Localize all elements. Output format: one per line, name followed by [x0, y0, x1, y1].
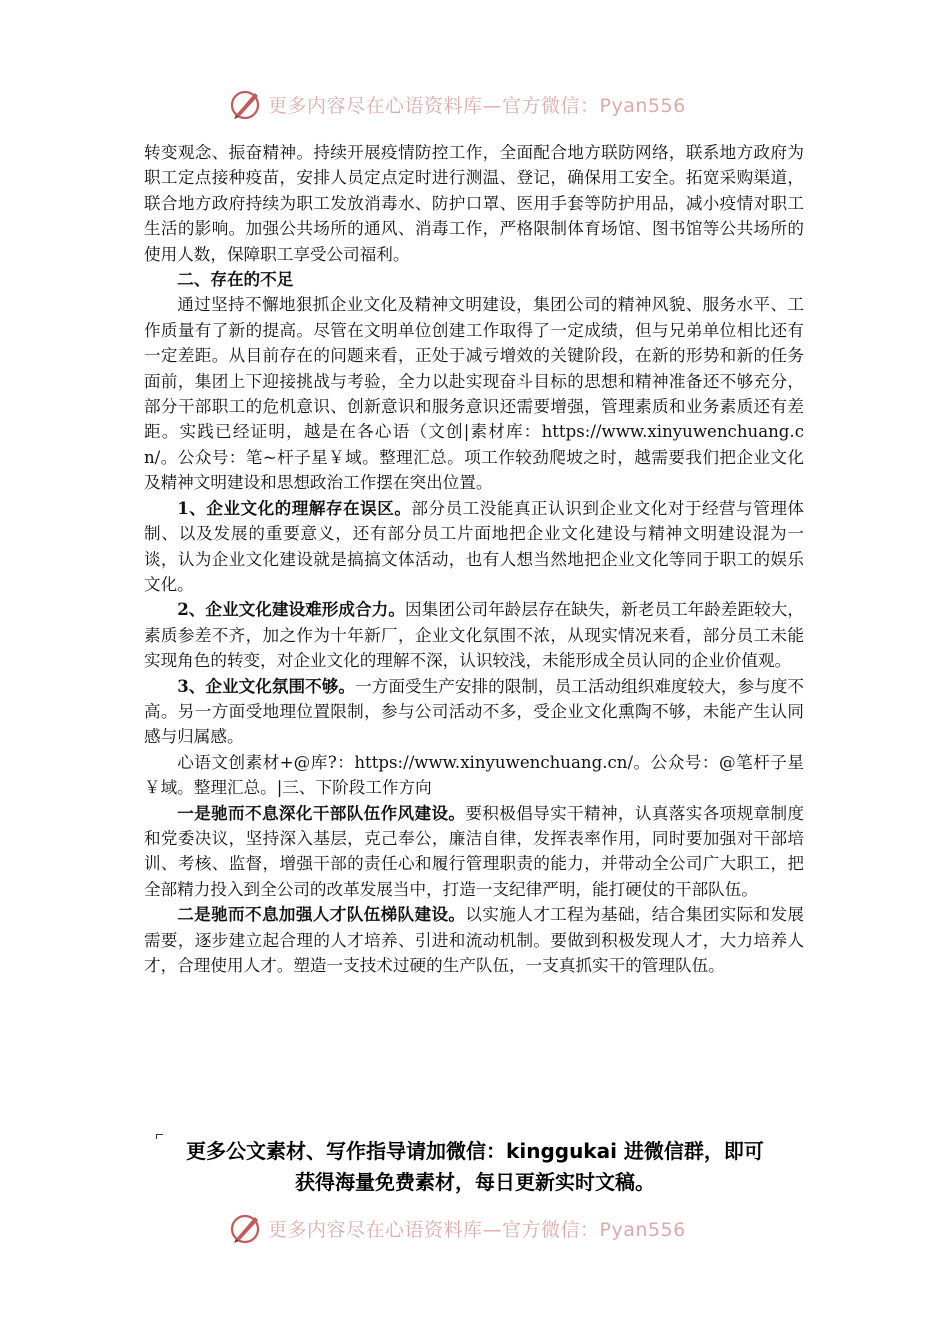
- step-1-text: 要积极倡导实干精神，认真落实各项规章制度和党委决议，坚持深入基层，克己奉公，廉洁自律，发挥表率作用，同时要加强对干部培训、考核、监督，增强干部的责任心和履行管理职责的能力，并带动全公司广大职工，把全部精力投入到全公司的改革发展当中，打造一支纪律严明，能打硬仗的干部队伍。: [144, 803, 805, 899]
- pen-circle-icon: [228, 86, 264, 122]
- item-1-text: 部分员工没能真正认识到企业文化对于经营与管理体制、以及发展的重要意义，还有部分员工片面地把企业文化建设与精神文明建设混为一谈，认为企业文化建设就是搞搞文体活动，也有人想当然地把企业文化等同于职工的娱乐文化。: [144, 498, 805, 594]
- brand-text: 更多内容尽在心语资料库—官方微信：Pyan556: [268, 94, 686, 117]
- document-body: [144, 140, 804, 978]
- item-3-text: 一方面受生产安排的限制，员工活动组织难度较大，参与度不高。另一方面受地理位置限制，参与公司活动不多，受企业文化熏陶不够，未能产生认同感与归属感。: [144, 676, 805, 747]
- item-3: [144, 674, 804, 750]
- item-2-text: 因集团公司年龄层存在缺失，新老员工年龄差距较大，素质参差不齐，加之作为十年新厂，企业文化氛围不浓，从现实情况来看，部分员工未能实现角色的转变，对企业文化的理解不深，认识较浅，未能形成全员认同的企业价值观。: [144, 600, 805, 671]
- item-1: [144, 496, 804, 598]
- pen-circle-icon: [228, 1210, 264, 1246]
- step-2-text: 以实施人才工程为基础，结合集团实际和发展需要，逐步建立起合理的人才培养、引进和流动机制。要做到积极发现人才，大力培养人才，合理使用人才。塑造一支技术过硬的生产队伍，一支真抓实干的管理队伍。: [144, 905, 805, 975]
- item-3-title: 3、企业文化氛围不够。: [177, 675, 356, 696]
- promo-line-2: 获得海量免费素材，每日更新实时文稿。: [295, 1170, 655, 1194]
- step-2: [144, 902, 804, 978]
- item-1-title: 1、企业文化的理解存在误区。: [177, 497, 412, 518]
- paragraph-epidemic: 转变观念、振奋精神。持续开展疫情防控工作，全面配合地方联防网络，联系地方政府为职工定点接种疫苗，安排人员定点定时进行测温、登记，确保用工安全。拓宽采购渠道，联合地方政府持续为职工发放消毒水、防护口罩、医用手套等防护用品，减小疫情对职工生活的影响。加强公共场所的通风、消毒工作，严格限制体育场馆、图书馆等公共场所的使用人数，保障职工享受公司福利。: [144, 143, 804, 264]
- promo-line-1: 更多公文素材、写作指导请加微信：kinggukai 进微信群，即可: [186, 1139, 764, 1163]
- promo-banner: [120, 1136, 830, 1198]
- header-brand: [228, 84, 686, 124]
- paragraph-shortcomings: 通过坚持不懈地狠抓企业文化及精神文明建设，集团公司的精神风貌、服务水平、工作质量有了新的提高。尽管在文明单位创建工作取得了一定成绩，但与兄弟单位相比还有一定差距。从目前存在的问题来看，正处于减亏增效的关键阶段，在新的形势和新的任务面前，集团上下迎接挑战与考验，全力以赴实现奋斗目标的思想和精神准备还不够充分，部分干部职工的危机意识、创新意识和服务意识还需要增强，管理素质和业务素质还有差距。实践已经证明，越是在各心语（文创|素材库：https://www.xinyuwenchuang.cn/。公众号：笔~杆子星￥域。整理汇总。项工作较劲爬坡之时，越需要我们把企业文化及精神文明建设和思想政治工作摆在突出位置。: [144, 295, 804, 493]
- item-2-title: 2、企业文化建设难形成合力。: [177, 599, 405, 620]
- item-2: [144, 597, 804, 673]
- brand-text: 更多内容尽在心语资料库—官方微信：Pyan556: [268, 1218, 686, 1241]
- step-1-title: 一是驰而不息深化干部队伍作风建设。: [177, 802, 466, 823]
- step-2-title: 二是驰而不息加强人才队伍梯队建设。: [177, 904, 466, 925]
- paragraph-next-steps-heading: 心语文创素材+@库?：https://www.xinyuwenchuang.cn/。公众号：@笔杆子星￥域。整理汇总。|三、下阶段工作方向: [144, 752, 804, 798]
- section-heading-shortcomings: 二、存在的不足: [177, 269, 294, 290]
- footer-brand: [228, 1208, 686, 1248]
- step-1: [144, 801, 804, 903]
